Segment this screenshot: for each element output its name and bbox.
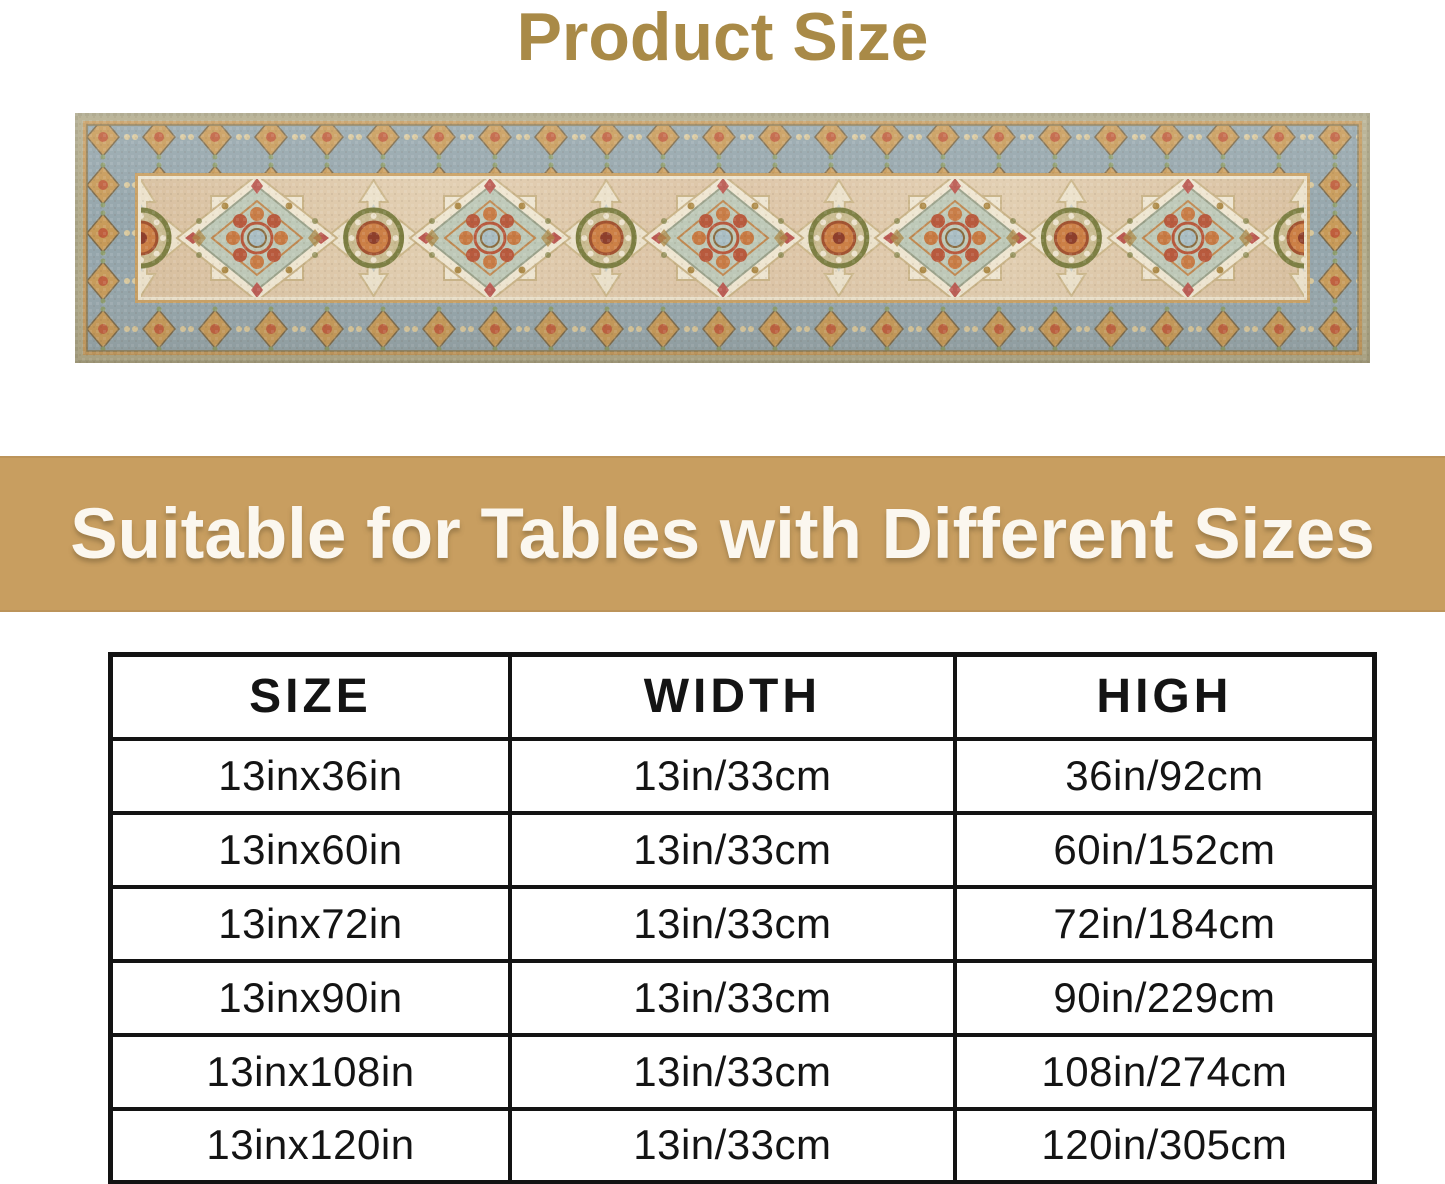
width-cell: 13in/33cm [510,887,955,961]
size-cell: 13inx60in [111,813,510,887]
banner-text: Suitable for Tables with Different Sizes [70,494,1375,574]
width-cell: 13in/33cm [510,1109,955,1183]
size-cell: 13inx36in [111,739,510,813]
table-row [111,1035,1375,1109]
table-row [111,739,1375,813]
table-row [111,1109,1375,1183]
high-cell: 60in/152cm [955,813,1375,887]
width-cell: 13in/33cm [510,739,955,813]
width-cell: 13in/33cm [510,961,955,1035]
size-table [108,652,1377,1184]
high-cell: 36in/92cm [955,739,1375,813]
table-row [111,887,1375,961]
width-cell: 13in/33cm [510,813,955,887]
product-photo-table-runner [75,113,1370,363]
size-table-header-row [111,655,1375,739]
rug-illustration [75,113,1370,363]
high-cell: 108in/274cm [955,1035,1375,1109]
page-title: Product Size [516,0,929,75]
size-cell: 13inx72in [111,887,510,961]
column-header-high: HIGH [955,655,1375,739]
suitability-banner [0,456,1445,612]
column-header-size: SIZE [111,655,510,739]
size-cell: 13inx90in [111,961,510,1035]
table-row [111,813,1375,887]
column-header-width: WIDTH [510,655,955,739]
size-cell: 13inx120in [111,1109,510,1183]
size-cell: 13inx108in [111,1035,510,1109]
width-cell: 13in/33cm [510,1035,955,1109]
high-cell: 72in/184cm [955,887,1375,961]
high-cell: 120in/305cm [955,1109,1375,1183]
high-cell: 90in/229cm [955,961,1375,1035]
table-row [111,961,1375,1035]
